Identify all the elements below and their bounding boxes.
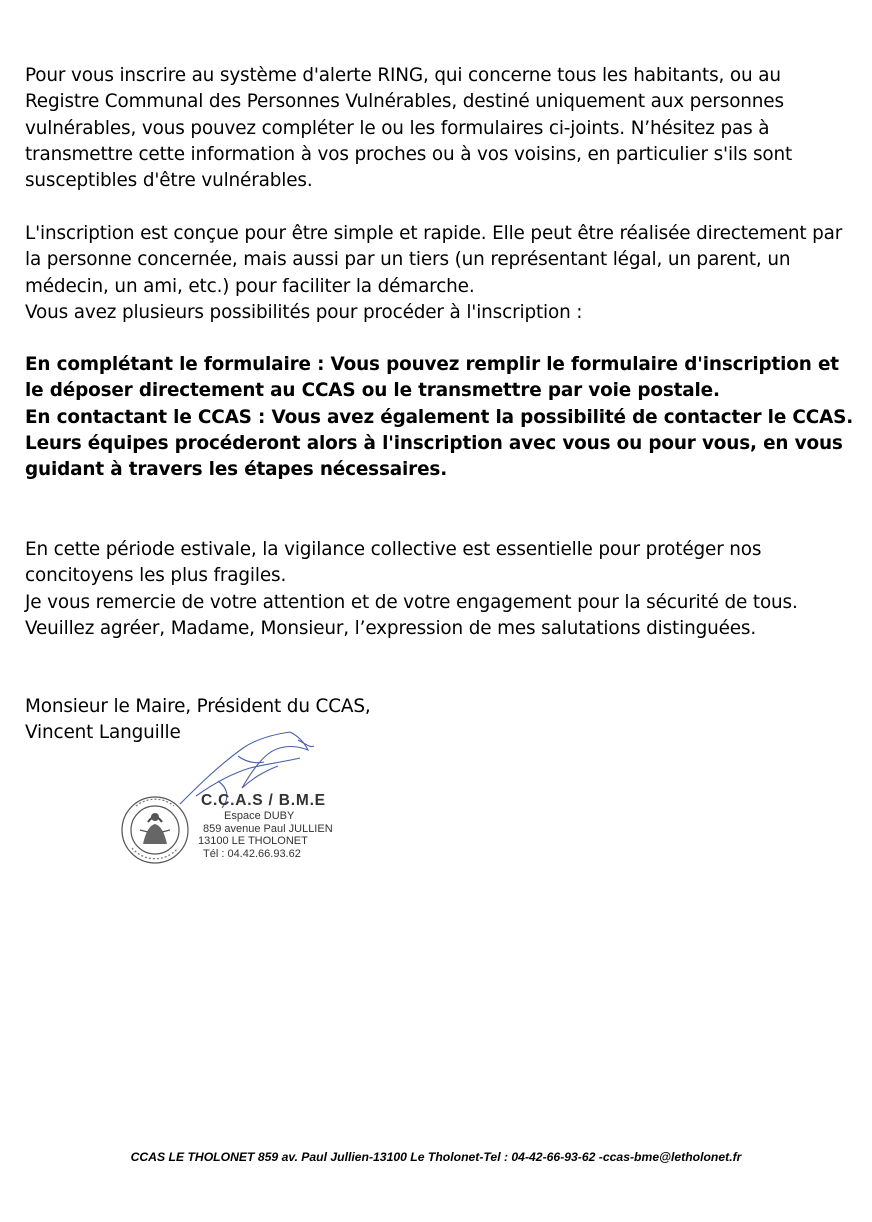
stamp-line-street: 859 avenue Paul JULLIEN bbox=[203, 822, 333, 835]
registration-paragraph bbox=[25, 221, 855, 326]
closing-thanks-text: Je vous remercie de votre attention et de votre engagement pour la sécurité de tous. bbox=[25, 591, 798, 613]
intro-text: Pour vous inscrire au système d'alerte RING, qui concerne tous les habitants, ou au Registre Communal des Personnes Vulnérables, destiné uniquement aux personnes vulnérables, vous pouvez compléter le ou les formulaires ci-joints. N’hésitez pas à transmettre cette information à vos proches ou à vos voisins, en particulier s'ils sont susceptibles d'être vulnérables. bbox=[25, 65, 793, 192]
municipal-seal-icon bbox=[122, 797, 188, 863]
stamp-line-phone: Tél : 04.42.66.93.62 bbox=[203, 847, 301, 860]
stamp-title: C.C.A.S / B.M.E bbox=[201, 792, 326, 809]
stamp-line-city: 13100 LE THOLONET bbox=[198, 835, 308, 847]
registration-text: L'inscription est conçue pour être simple et rapide. Elle peut être réalisée directement par la personne concernée, mais aussi par un tiers (un représentant légal, un parent, un médecin, un ami, etc.) pour faciliter la démarche. bbox=[25, 223, 843, 297]
closing-block bbox=[25, 537, 855, 642]
closing-vigilance-text: En cette période estivale, la vigilance collective est essentielle pour protéger nos concitoyens les plus fragiles. bbox=[25, 539, 762, 587]
signatory-title: Monsieur le Maire, Président du CCAS, bbox=[25, 696, 371, 717]
option-contact-text: En contactant le CCAS : Vous avez également la possibilité de contacter le CCAS. Leurs équipes procéderont alors à l'inscription avec vous ou pour vous, en vous guidant à travers les étapes nécessaires. bbox=[25, 406, 854, 481]
option-form-text: En complétant le formulaire : Vous pouvez remplir le formulaire d'inscription et le déposer directement au CCAS ou le transmettre par voie postale. bbox=[25, 354, 839, 402]
options-intro-text: Vous avez plusieurs possibilités pour procéder à l'inscription : bbox=[25, 301, 583, 323]
official-stamp bbox=[118, 726, 353, 876]
closing-salutation-text: Veuillez agréer, Madame, Monsieur, l’expression de mes salutations distinguées. bbox=[25, 617, 757, 639]
footer-contact: CCAS LE THOLONET 859 av. Paul Jullien-13100 Le Tholonet-Tel : 04-42-66-93-62 -ccas-bme@letholonet.fr bbox=[130, 1150, 742, 1164]
stamp-line-espace: Espace DUBY bbox=[224, 810, 295, 822]
signatory-name: Vincent Languille bbox=[25, 722, 181, 744]
intro-paragraph bbox=[25, 63, 855, 194]
options-block bbox=[25, 352, 855, 483]
stamp-address bbox=[198, 792, 333, 860]
